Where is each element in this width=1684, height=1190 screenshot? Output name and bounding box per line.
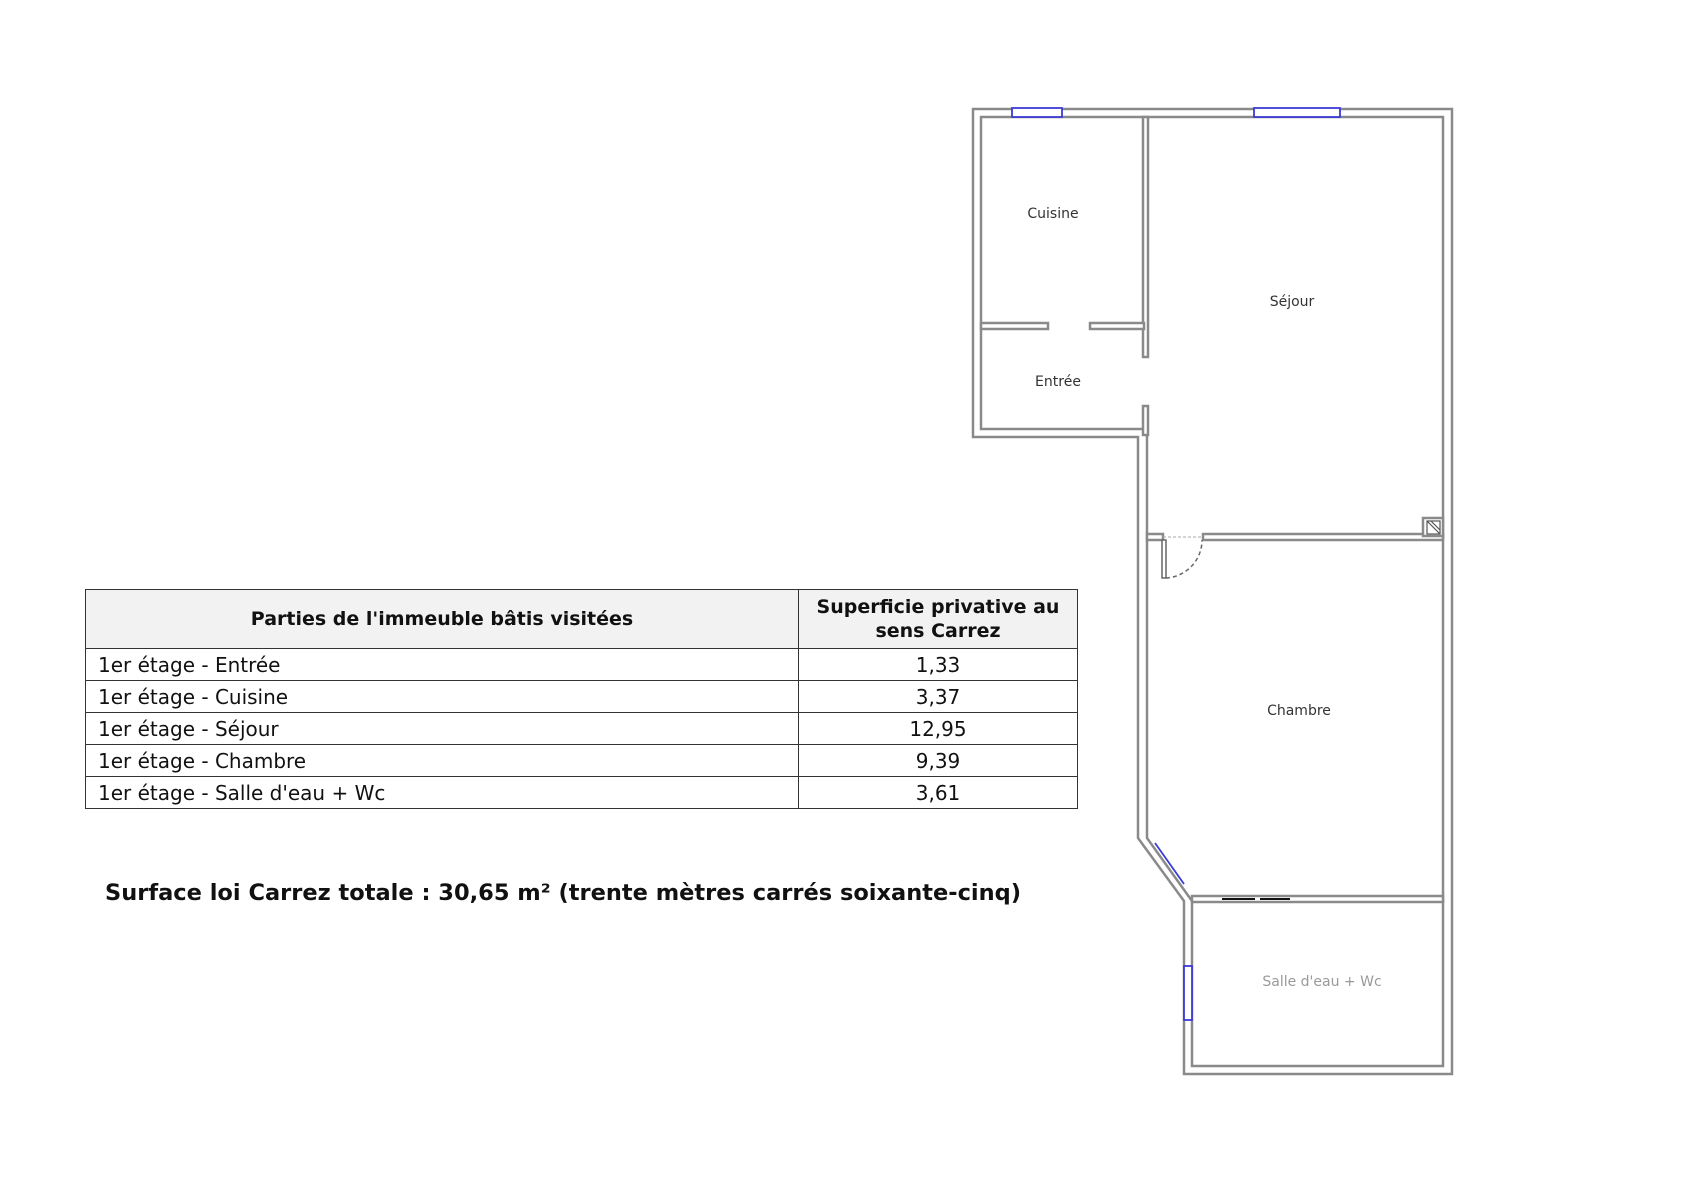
wall-entree-sejour — [1143, 406, 1148, 435]
table-row — [86, 713, 1078, 745]
carrez-table — [85, 589, 1078, 809]
door-chambre — [1162, 540, 1202, 578]
wall-sejour-chambre-left — [1147, 534, 1163, 540]
row-part: 1er étage - Séjour — [86, 713, 799, 745]
table-row — [86, 681, 1078, 713]
table-row — [86, 777, 1078, 809]
table-row — [86, 649, 1078, 681]
row-area: 9,39 — [799, 745, 1078, 777]
wall-cuisine-entree-left — [981, 323, 1048, 329]
row-area: 3,61 — [799, 777, 1078, 809]
header-part: Parties de l'immeuble bâtis visitées — [86, 590, 799, 649]
row-part: 1er étage - Cuisine — [86, 681, 799, 713]
wall-cuisine-sejour — [1143, 117, 1148, 357]
room-label-chambre: Chambre — [1267, 703, 1331, 719]
row-part: 1er étage - Salle d'eau + Wc — [86, 777, 799, 809]
window-chambre-diagonal — [1155, 843, 1184, 884]
header-area: Superficie privative au sens Carrez — [799, 590, 1078, 649]
room-label-salle-eau: Salle d'eau + Wc — [1262, 974, 1382, 990]
window-cuisine — [1012, 108, 1062, 117]
row-part: 1er étage - Entrée — [86, 649, 799, 681]
window-salle-eau — [1184, 966, 1192, 1020]
windows — [1012, 108, 1340, 1020]
room-label-entree: Entrée — [1035, 374, 1081, 390]
row-part: 1er étage - Chambre — [86, 745, 799, 777]
door-swing-arc — [1166, 540, 1202, 578]
row-area: 3,37 — [799, 681, 1078, 713]
door-leaf — [1162, 540, 1166, 578]
row-area: 1,33 — [799, 649, 1078, 681]
wall-sejour-chambre-right — [1203, 534, 1443, 540]
row-area: 12,95 — [799, 713, 1078, 745]
wall-cuisine-entree-right — [1090, 323, 1144, 329]
table-row — [86, 745, 1078, 777]
room-label-sejour: Séjour — [1269, 294, 1315, 310]
room-label-cuisine: Cuisine — [1027, 206, 1079, 222]
window-sejour — [1254, 108, 1340, 117]
total-surface-text: Surface loi Carrez totale : 30,65 m² (trente mètres carrés soixante-cinq) — [105, 880, 1022, 906]
table-header-row — [86, 590, 1078, 649]
